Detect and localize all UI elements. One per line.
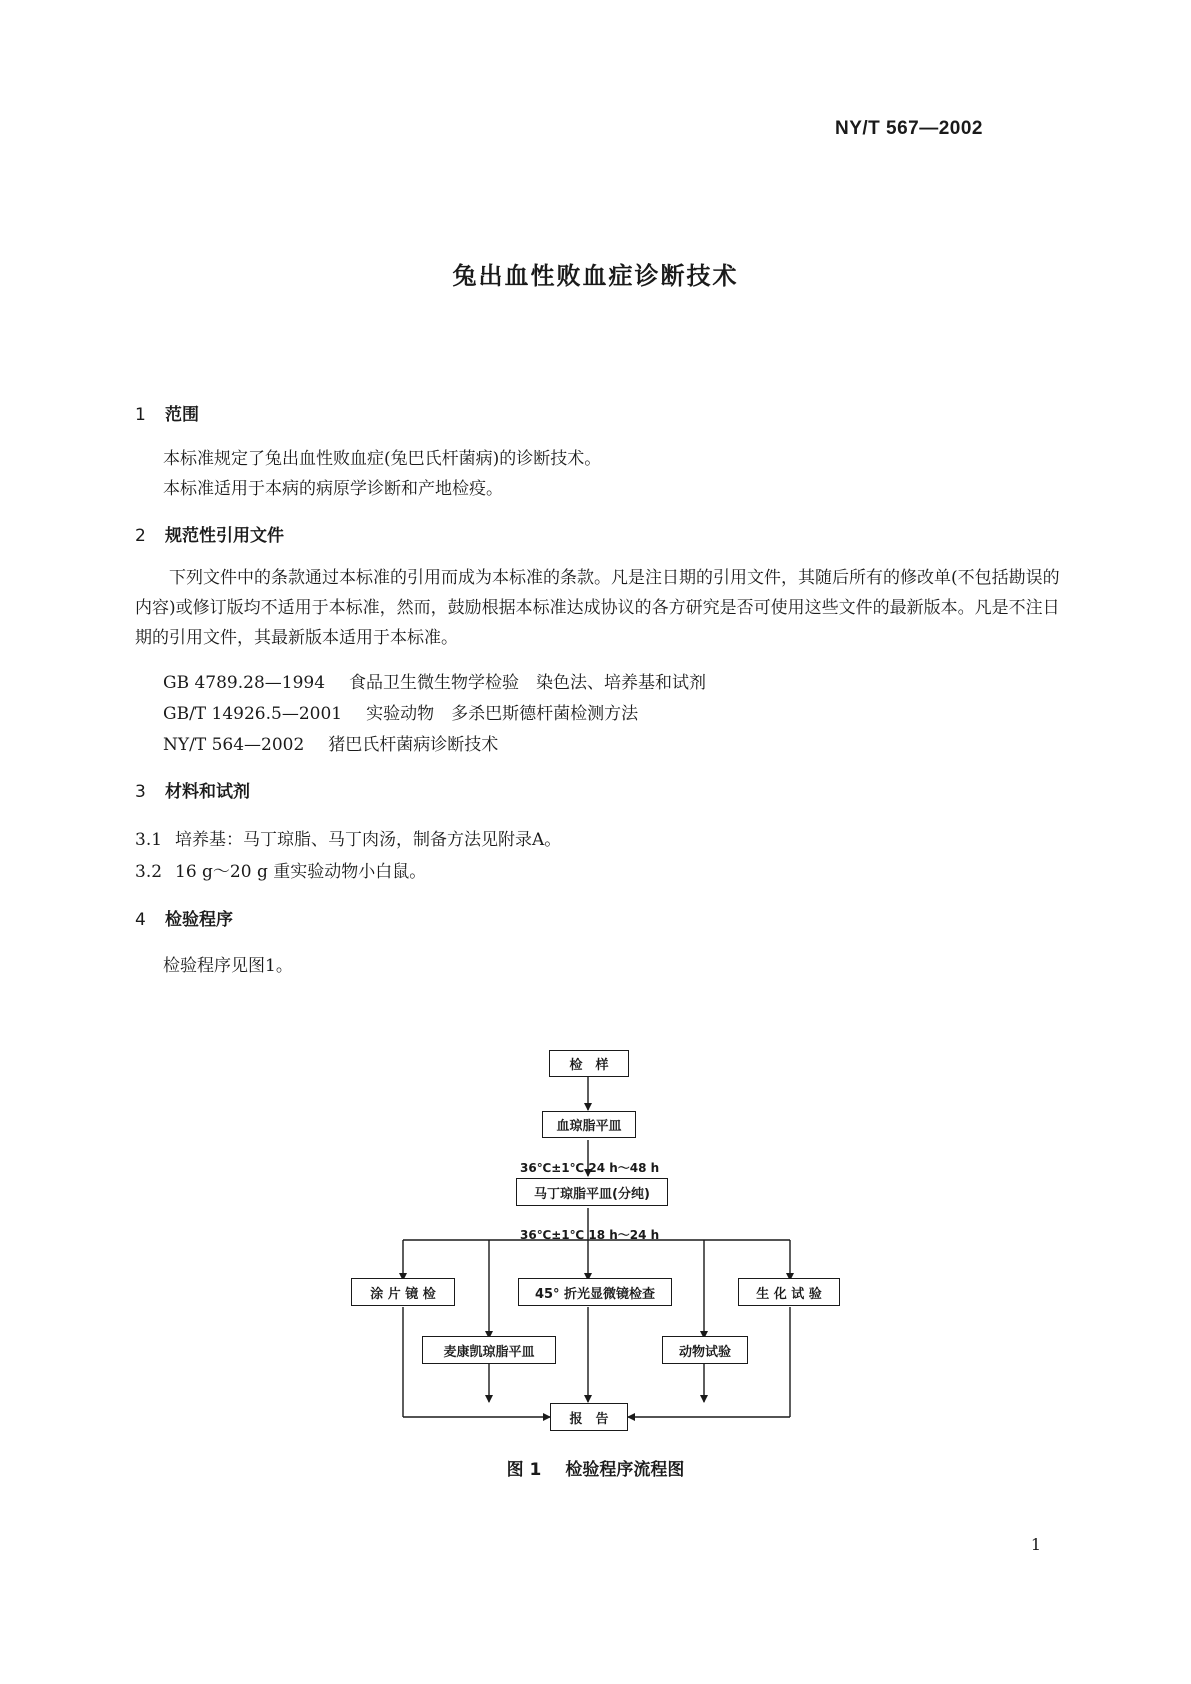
section-title: 范围 bbox=[165, 405, 199, 425]
figure-caption bbox=[0, 1455, 1191, 1480]
section-number: 3 bbox=[135, 782, 146, 802]
figure-label: 图 1 bbox=[506, 1460, 542, 1480]
section-title: 材料和试剂 bbox=[165, 782, 250, 802]
section-number: 4 bbox=[135, 910, 146, 930]
figure-title: 检验程序流程图 bbox=[565, 1460, 685, 1480]
reference-code: GB/T 14926.5—2001 bbox=[163, 704, 343, 724]
section-title: 规范性引用文件 bbox=[165, 526, 284, 546]
reference-code: GB 4789.28—1994 bbox=[163, 673, 326, 693]
condition-label: 36℃±1℃ 24 h～48 h bbox=[520, 1161, 660, 1175]
page-number: 1 bbox=[1030, 1535, 1041, 1554]
reference-title: 实验动物 多杀巴斯德杆菌检测方法 bbox=[366, 704, 639, 724]
condition-label: 36℃±1℃ 18 h～24 h bbox=[520, 1228, 660, 1242]
box-maconkey: 麦康凯琼脂平皿 bbox=[422, 1336, 556, 1364]
box-animal-test: 动物试验 bbox=[662, 1336, 748, 1364]
box-martin-agar: 马丁琼脂平皿(分纯) bbox=[516, 1178, 668, 1206]
paragraph: 本标准适用于本病的病原学诊断和产地检疫。 bbox=[163, 479, 503, 499]
paragraph: 下列文件中的条款通过本标准的引用而成为本标准的条款。凡是注日期的引用文件，其随后所有的修改单(不包括勘误的内容)或修订版均不适用于本标准，然而，鼓励根据本标准达成协议的各方研究是否可使用这些文件的最新版本。凡是不注日期的引用文件，其最新版本适用于本标准。 bbox=[135, 568, 1060, 648]
box-sample: 检 样 bbox=[549, 1050, 629, 1077]
reference-title: 食品卫生微生物学检验 染色法、培养基和试剂 bbox=[349, 673, 707, 693]
document-title: 兔出血性败血症诊断技术 bbox=[452, 262, 739, 290]
item-number: 3.2 bbox=[135, 862, 163, 882]
paragraph: 本标准规定了兔出血性败血症(兔巴氏杆菌病)的诊断技术。 bbox=[163, 449, 602, 469]
item-text: 培养基：马丁琼脂、马丁肉汤，制备方法见附录A。 bbox=[175, 830, 562, 850]
item-number: 3.1 bbox=[135, 830, 163, 850]
box-biochem: 生 化 试 验 bbox=[738, 1278, 840, 1306]
section-number: 1 bbox=[135, 405, 146, 425]
box-smear: 涂 片 镜 检 bbox=[351, 1278, 455, 1306]
section-number: 2 bbox=[135, 526, 146, 546]
section-title: 检验程序 bbox=[165, 910, 233, 930]
reference-code: NY/T 564—2002 bbox=[163, 735, 305, 755]
box-microscopy: 45° 折光显微镜检查 bbox=[518, 1278, 672, 1306]
standard-number: NY/T 567—2002 bbox=[834, 118, 983, 139]
reference-title: 猪巴氏杆菌病诊断技术 bbox=[328, 735, 499, 755]
item-text: 16 g～20 g 重实验动物小白鼠。 bbox=[175, 862, 427, 882]
box-blood-agar: 血琼脂平皿 bbox=[542, 1111, 636, 1138]
box-report: 报 告 bbox=[550, 1403, 628, 1431]
paragraph: 检验程序见图1。 bbox=[163, 956, 293, 976]
